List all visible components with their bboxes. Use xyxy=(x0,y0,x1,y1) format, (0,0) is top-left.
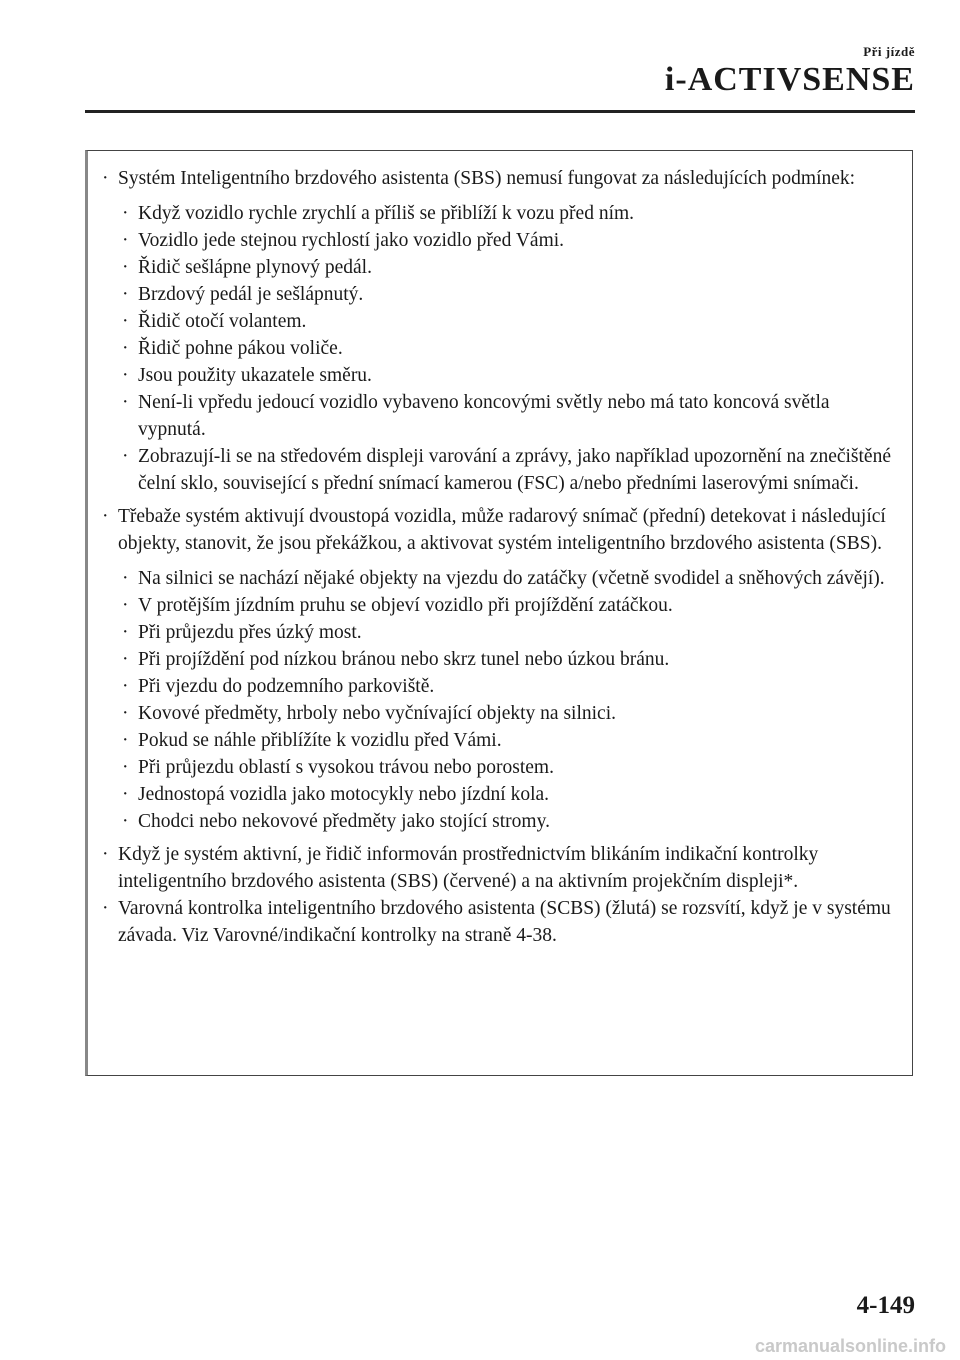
note-text: Když je systém aktivní, je řidič informován prostřednictvím blikáním indikační kontrolky inteligentního brzdového asistenta (SBS) (červené) a na aktivním projekčním displeji*. xyxy=(118,844,819,892)
sub-item-text: Zobrazují-li se na středovém displeji varování a zprávy, jako například upozornění na znečištěné čelní sklo, související s přední snímací kamerou (FSC) a/nebo předními laserovými snímači. xyxy=(138,446,891,494)
sub-item-text: Brzdový pedál je sešlápnutý. xyxy=(138,284,364,305)
header-rule xyxy=(85,110,915,113)
note-text: Třebaže systém aktivují dvoustopá vozidla, může radarový snímač (přední) detekovat i následující objekty, stanovit, že jsou překážkou, a aktivovat systém inteligentního brzdového asistenta (SBS). xyxy=(118,506,886,554)
bullet-icon: · xyxy=(122,203,129,224)
note-text: Varovná kontrolka inteligentního brzdového asistenta (SCBS) (žlutá) se rozsvítí, když je v systému závada. Viz Varovné/indikační kontrolky na straně 4-38. xyxy=(118,898,891,946)
note-item xyxy=(100,503,902,835)
page-title: i-ACTIVSENSE xyxy=(664,61,915,98)
sub-item-text: V protějším jízdním pruhu se objeví vozidlo při projíždění zatáčkou. xyxy=(138,595,673,616)
bullet-icon: · xyxy=(122,703,129,724)
note-item xyxy=(100,895,902,949)
sub-item-text: Řidič sešlápne plynový pedál. xyxy=(138,257,372,278)
sub-item xyxy=(118,254,902,281)
sub-item-text: Řidič otočí volantem. xyxy=(138,311,307,332)
sub-item xyxy=(118,362,902,389)
bullet-icon: · xyxy=(122,230,129,251)
bullet-icon: · xyxy=(122,676,129,697)
notes-list xyxy=(100,165,902,949)
section-label: Při jízdě xyxy=(863,44,915,59)
bullet-icon: · xyxy=(122,257,129,278)
sub-item-text: Na silnici se nachází nějaké objekty na vjezdu do zatáčky (včetně svodidel a sněhových závějí). xyxy=(138,568,885,589)
note-text: Systém Inteligentního brzdového asistenta (SBS) nemusí fungovat za následujících podmínek: xyxy=(118,168,856,189)
sub-item xyxy=(118,565,902,592)
note-item xyxy=(100,165,902,497)
sub-item-text: Při průjezdu přes úzký most. xyxy=(138,622,362,643)
bullet-icon: · xyxy=(122,365,129,386)
bullet-icon: · xyxy=(122,622,129,643)
sub-item xyxy=(118,227,902,254)
bullet-icon: · xyxy=(122,338,129,359)
sub-item-text: Jsou použity ukazatele směru. xyxy=(138,365,372,386)
sub-item xyxy=(118,200,902,227)
sub-item xyxy=(118,335,902,362)
sub-item xyxy=(118,592,902,619)
bullet-icon: · xyxy=(122,649,129,670)
watermark: carmanualsonline.info xyxy=(754,1336,946,1356)
sub-item xyxy=(118,619,902,646)
notice-box xyxy=(85,150,913,1076)
bullet-icon: · xyxy=(122,595,129,616)
bullet-icon: · xyxy=(122,311,129,332)
bullet-icon: · xyxy=(122,811,129,832)
sub-list xyxy=(118,565,902,835)
page-number: 4-149 xyxy=(856,1292,915,1319)
bullet-icon: · xyxy=(122,284,129,305)
sub-item xyxy=(118,700,902,727)
bullet-icon: · xyxy=(122,784,129,805)
sub-item xyxy=(118,646,902,673)
sub-item-text: Při vjezdu do podzemního parkoviště. xyxy=(138,676,435,697)
sub-item xyxy=(118,673,902,700)
sub-item xyxy=(118,727,902,754)
bullet-icon: · xyxy=(122,568,129,589)
sub-item xyxy=(118,308,902,335)
sub-item xyxy=(118,443,902,497)
sub-item-text: Při projíždění pod nízkou bránou nebo skrz tunel nebo úzkou bránu. xyxy=(138,649,670,670)
sub-item-text: Při průjezdu oblastí s vysokou trávou nebo porostem. xyxy=(138,757,554,778)
sub-item-text: Když vozidlo rychle zrychlí a příliš se přiblíží k vozu před ním. xyxy=(138,203,635,224)
sub-list xyxy=(118,200,902,497)
sub-item-text: Kovové předměty, hrboly nebo vyčnívající objekty na silnici. xyxy=(138,703,616,724)
sub-item-text: Vozidlo jede stejnou rychlostí jako vozidlo před Vámi. xyxy=(138,230,565,251)
sub-item-text: Řidič pohne pákou voliče. xyxy=(138,338,343,359)
bullet-icon: · xyxy=(122,757,129,778)
sub-item-text: Pokud se náhle přiblížíte k vozidlu před Vámi. xyxy=(138,730,502,751)
sub-item xyxy=(118,281,902,308)
sub-item xyxy=(118,754,902,781)
bullet-icon: · xyxy=(122,730,129,751)
sub-item-text: Není-li vpředu jedoucí vozidlo vybaveno koncovými světly nebo má tato koncová světla vypnutá. xyxy=(138,392,830,440)
bullet-icon: · xyxy=(122,446,129,467)
bullet-icon: · xyxy=(102,506,109,527)
bullet-icon: · xyxy=(102,844,109,865)
note-item xyxy=(100,841,902,895)
sub-item-text: Chodci nebo nekovové předměty jako stojící stromy. xyxy=(138,811,550,832)
sub-item xyxy=(118,781,902,808)
sub-item xyxy=(118,389,902,443)
sub-item xyxy=(118,808,902,835)
bullet-icon: · xyxy=(102,898,109,919)
sub-item-text: Jednostopá vozidla jako motocykly nebo jízdní kola. xyxy=(138,784,550,805)
bullet-icon: · xyxy=(122,392,129,413)
bullet-icon: · xyxy=(102,168,109,189)
